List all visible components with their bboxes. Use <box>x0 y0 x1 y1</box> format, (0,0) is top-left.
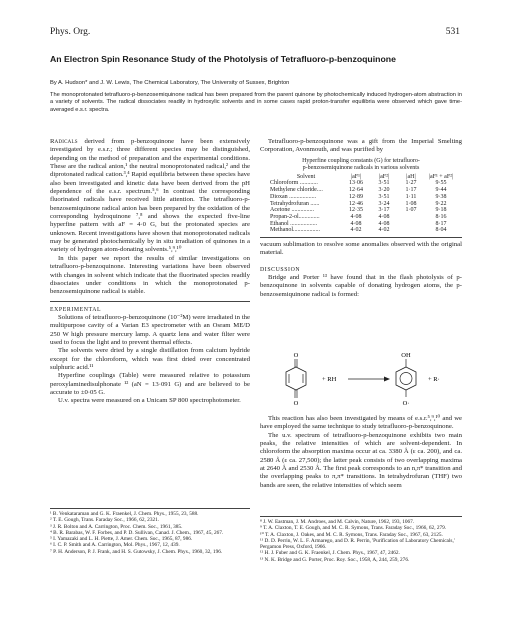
footnote-rule-left <box>50 508 250 509</box>
coupling-value-cell: 4·02 <box>350 227 362 234</box>
reaction-scheme <box>260 348 462 410</box>
discussion-paragraph-2: This reaction has also been investigated by means of e.s.r.⁵,⁹,¹⁰ and we have employed the same technique to study tetrafluoro-p-benzoquinone. <box>260 415 462 431</box>
semiquinone-oxy-radical: O· <box>402 400 410 407</box>
right-column-top <box>260 138 462 299</box>
coupling-value-cell: 9·38 <box>435 193 447 200</box>
table-row <box>270 201 458 208</box>
footnote: ⁹ T. A. Claxton, T. E. Gough, and M. C. R. Symons, Trans. Faraday Soc., 1966, 62, 279. <box>260 525 447 532</box>
table-header: |aF¹ + aF²| <box>428 173 454 180</box>
quinone-top-oxygen: O <box>293 352 299 359</box>
experimental-paragraph-4: U.v. spectra were measured on a Unicam SP 800 spectrophotometer. <box>58 397 241 405</box>
coupling-value-cell: 1·07 <box>405 207 417 214</box>
coupling-value-cell: 4·08 <box>378 220 390 227</box>
benzoquinone-structure <box>286 352 306 407</box>
coupling-value-cell: 3·17 <box>378 207 390 214</box>
table-body <box>270 180 458 234</box>
footnote: ¹¹ D. D. Perrin, W. L. F. Armarego, and D. R. Perrin, 'Purification of Laboratory Chemicals,' Pergamon Press, Oxford, 1966. <box>260 537 455 551</box>
footnote: ¹⁰ T. A. Claxton, J. Oakes, and M. C. R. Symons, Trans. Faraday Soc., 1967, 63, 2125. <box>260 531 443 538</box>
footnote: ³ J. R. Bolton and A. Carrington, Proc. Chem. Soc., 1961, 385. <box>50 523 183 530</box>
coupling-value-cell: 3·24 <box>378 200 390 207</box>
solvent-cell: Acetone ............... <box>270 207 314 214</box>
solvent-cell: Dioxan .................. <box>270 193 317 200</box>
experimental-heading: EXPERIMENTAL <box>50 306 102 313</box>
semiquinone-hydroxyl: OH <box>401 352 411 359</box>
sublimation-paragraph: vacuum sublimation to resolve some anomalies observed with the original material. <box>260 241 462 257</box>
coupling-value-cell <box>398 221 424 228</box>
table-header: |aF¹| <box>350 173 362 180</box>
table-caption-line-2: p-benzosemiquinone radicals in various solvents <box>302 164 420 171</box>
coupling-value-cell: 3·51 <box>378 193 390 200</box>
intro-paragraph <box>50 138 250 255</box>
footnote: ¹² H. J. Fuber and G. K. Fraenkel, J. Chem. Phys., 1967, 47, 2462. <box>260 550 400 557</box>
quinone-bottom-oxygen: O <box>293 400 299 407</box>
table-header: |aF²| <box>378 173 390 180</box>
footnotes-right <box>260 519 462 563</box>
table-row <box>270 214 458 221</box>
footnotes-left <box>50 511 250 555</box>
coupling-value-cell: 8·17 <box>435 220 447 227</box>
table-header: Solvent <box>296 173 316 180</box>
coupling-value-cell: 4·08 <box>378 213 390 220</box>
table-caption <box>260 158 462 172</box>
coupling-value-cell: 4·08 <box>350 220 362 227</box>
coupling-value-cell <box>398 227 424 234</box>
coupling-value-cell <box>398 214 424 221</box>
table-header: |aH| <box>406 173 416 180</box>
abstract: The monoprotonated tetrafluoro-p-benzosemiquinone radical has been prepared from the parent quinone by photochemically induced hydrogen-atom abstraction in a variety of solvents. The radical dissociates readily in hydroxylic solvents and in some cases rapid proton-transfer equilibria were observed which gave time-averaged e.s.r. spectra. <box>50 92 462 113</box>
coupling-value-cell: 3·20 <box>378 187 390 194</box>
solvent-cell: Propan-2-ol.............. <box>270 213 320 220</box>
footnote: ¹ B. Venkataraman and G. K. Fraenkel, J. Chem. Phys., 1955, 23, 588. <box>50 511 199 517</box>
authors-line: By A. Hudson* and J. W. Lewis, The Chemical Laboratory, The University of Sussex, Brighton <box>50 80 290 86</box>
journal-name: Phys. Org. <box>50 27 91 37</box>
footnote: ⁸ J. W. Eastman, J. M. Androes, and M. Calvin, Nature, 1962, 193, 1067. <box>260 519 415 525</box>
table-row <box>270 227 458 234</box>
coupling-value-cell: 9·55 <box>435 180 447 187</box>
coupling-value-cell: 13·06 <box>349 180 363 187</box>
materials-paragraph: Tetrafluoro-p-benzoquinone was a gift from the Imperial Smelting Corporation, Avonmouth, and was purified by <box>260 138 462 154</box>
coupling-value-cell: 12·89 <box>349 193 363 200</box>
page-number: 531 <box>445 27 460 37</box>
solvent-cell: Methylene chloride.... <box>270 187 323 194</box>
solvent-cell: Ethanol .................. <box>270 220 318 227</box>
coupling-value-cell: 9·18 <box>435 207 447 214</box>
table-rule <box>260 237 462 238</box>
discussion-paragraph-3: The u.v. spectrum of tetrafluoro-p-benzoquinone exhibits two main peaks, the relative intensities of which are solvent-dependent. In chloroform the absorption maxima occur at ca. 3380 Å (ε ca. 200), and ca. 2580 Å (ε ca. 27,500); the latter peak consists of two overlapping maxima at 2640 Å and 2530 Å. The first peak corresponds to an n,π* transition and the overlapping peaks to π,π* transitions. In tetrahydrofuran (THF) two bands are seen, the relative intensities of which seem <box>260 431 462 489</box>
reagent-label: + RH <box>322 376 337 383</box>
coupling-value-cell: 8·16 <box>435 213 447 220</box>
coupling-value-cell: 1·08 <box>405 200 417 207</box>
coupling-value-cell: 12·64 <box>349 187 363 194</box>
experimental-paragraph-2: The solvents were dried by a single distillation from calcium hydride except for the chloroform, which was first dried over concentrated sulphuric acid.¹¹ <box>50 347 250 371</box>
experimental-paragraph-3: Hyperfine couplings (Table) were measured relative to potassium peroxylaminedisulphonate ¹² (aN = 13·091 G) and are believed to be accurate to ±0·05 G. <box>50 372 250 396</box>
table-row <box>270 207 458 214</box>
discussion-paragraph-1: Bridge and Porter ¹³ have found that in the flash photolysis of p-benzoquinone in solvents capable of donating hydrogen atoms, the p-benzosemiquinone radical is formed: <box>260 274 462 298</box>
coupling-value-cell: 4·02 <box>378 227 390 234</box>
section-rule <box>50 301 250 302</box>
table-row <box>270 180 458 187</box>
footnote: ⁵ I. Yamazaki and L. H. Piette, J. Amer. Chem. Soc., 1965, 87, 986. <box>50 536 193 543</box>
solvent-cell: Tetrahydrofuran ...... <box>270 200 320 207</box>
solvent-cell: Methanol.................. <box>270 227 320 234</box>
right-column-bottom <box>260 415 462 490</box>
footnote-rule-right <box>260 516 462 517</box>
left-column <box>50 138 250 406</box>
experimental-paragraph-1: Solutions of tetrafluoro-p-benzoquinone (10⁻²M) were irradiated in the multipurpose cavity of a Varian E3 spectrometer with an Osram ME/D 250 W high pressure mercury lamp. A quartz lens and water filter were used to focus the light and to prevent thermal effects. <box>50 313 250 346</box>
scope-paragraph: In this paper we report the results of similar investigations on tetrafluoro-p-benzoquinone. Interesting variations have been observed with changes in solvent which indicate that the fluorinated species readily dissociates under conditions in which the monoprotonated p-benzosemiquinone radical is stable. <box>50 254 250 296</box>
reaction-arrow <box>348 377 390 382</box>
coupling-value-cell: 1·17 <box>405 187 417 194</box>
footnote: ⁷ P. H. Anderson, P. J. Frank, and H. S. Gutowsky, J. Chem. Phys., 1960, 32, 196. <box>50 548 223 555</box>
table-row <box>270 187 458 194</box>
coupling-constants-table <box>270 174 458 234</box>
semiquinone-structure <box>396 352 416 407</box>
product-label: + R· <box>428 376 440 383</box>
coupling-value-cell: 4·08 <box>350 213 362 220</box>
footnote: ¹³ N. K. Bridge and G. Porter, Proc. Roy. Soc., 1958, A, 244, 259, 276. <box>260 556 410 563</box>
footnote: ⁶ I. C. P. Smith and A. Carrington, Mol. Phys., 1967, 12, 439. <box>50 542 180 549</box>
table-row <box>270 221 458 228</box>
table-row <box>270 194 458 201</box>
solvent-cell: Chloroform ............ <box>270 180 318 187</box>
intro-lead-word: Radicals <box>50 138 78 145</box>
intro-text: derived from p-benzoquinone have been extensively investigated by e.s.r.; three different species may be distinguished, depending on the method of preparation and the experimental conditions. These are the radical anion,¹ the neutral monoprotonated radical,² and the diprotonated radical cation.³,⁴ Rapid equilibria between these species have also been investigated and kinetic data have been derived from the pH dependence of the e.s.r. spectrum.⁵,⁶ In contrast the corresponding fluorinated radicals have received little attention. The tetrafluoro-p-benzosemiquinone radical anion has been prepared by the oxidation of the corresponding hydroquinone ⁷,⁸ and shows the expected five-line hyperfine pattern with aF = 4·0 G, but the protonated species are unknown. Recent investigations have shown that monoprotonated radicals may be generated photochemically by in situ irradiation of quinones in a variety of hydrogen atom-donating solvents.⁵,⁹,¹⁰ <box>50 138 251 254</box>
footnote: ⁴ B. R. Barabas, W. F. Forbes, and P. D. Sullivan, Canad. J. Chem., 1967, 45, 267. <box>50 529 224 536</box>
coupling-value-cell: 12·35 <box>349 207 363 214</box>
footnote: ² T. E. Gough, Trans. Faraday Soc., 1966, 62, 2321. <box>50 517 160 524</box>
coupling-value-cell: 3·51 <box>378 180 390 187</box>
coupling-value-cell: 12·46 <box>349 200 363 207</box>
discussion-heading: DISCUSSION <box>260 266 301 273</box>
coupling-value-cell: 9·44 <box>435 187 447 194</box>
coupling-value-cell: 9·22 <box>435 200 447 207</box>
coupling-value-cell: 1·11 <box>405 193 417 200</box>
article-title: An Electron Spin Resonance Study of the Photolysis of Tetrafluoro-p-benzoquinone <box>50 54 396 64</box>
coupling-value-cell: 8·04 <box>435 227 447 234</box>
coupling-value-cell: 1·27 <box>405 180 417 187</box>
table-caption-line-1: Hyperfine coupling constants (G) for tetrafluoro- <box>302 157 420 164</box>
